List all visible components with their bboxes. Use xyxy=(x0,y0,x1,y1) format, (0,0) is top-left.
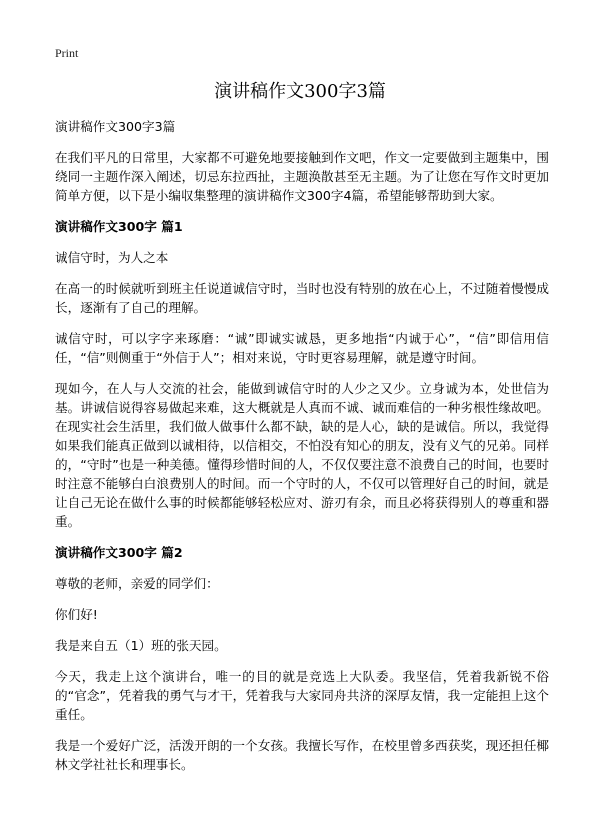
section-paragraph: 我是一个爱好广泛，活泼开朗的一个女孩。我擅长写作，在校里曾多西获奖，现还担任椰林文学社社长和理事长。 xyxy=(55,738,549,772)
document-title: 演讲稿作文300字3篇 xyxy=(214,81,386,102)
section-paragraph: 诚信守时，可以字字来琢磨：“诚”即诚实诚恳，更多地指“内诚于心”，“信”即信用信任，“信”则侧重于“外信于人”；相对来说，守时更容易理解，就是遵守时间。 xyxy=(55,331,549,365)
section-paragraph: 今天，我走上这个演讲台，唯一的目的就是竞选上大队委。我坚信，凭着我新锐不俗的“官念”，凭着我的勇气与才干，凭着我与大家同舟共济的深厚友情，我一定能担上这个重任。 xyxy=(55,669,549,722)
document-subtitle: 演讲稿作文300字3篇 xyxy=(55,119,176,134)
intro-paragraph: 在我们平凡的日常里，大家都不可避免地要接触到作文吧，作文一定要做到主题集中，围绕同一主题作深入阐述，切忌东拉西扯，主题涣散甚至无主题。为了让您在写作文时更加简单方便，以下是小编収集整理的演讲稿作文300字4篇，希望能够帮助到大家。 xyxy=(55,150,549,203)
section-heading: 演讲稿作文300字 篇1 xyxy=(55,219,183,234)
section-paragraph: 诚信守时，为人之本 xyxy=(55,250,169,265)
section-heading: 演讲稿作文300字 篇2 xyxy=(55,545,183,560)
section-paragraph: 你们好! xyxy=(55,607,98,622)
section-paragraph: 我是来自五（1）班的张天园。 xyxy=(55,638,227,653)
section-paragraph: 现如今，在人与人交流的社会，能做到诚信守时的人少之又少。立身诚为本，处世信为基。讲诚信说得容易做起来难，这大概就是人真而不诚、诚而难信的一种劣根性缘故吧。在现实社会生活里，我们做人做事什么都不缺，缺的是人心，缺的是诚信。所以，我觉得如果我们能真正做到以诚相待，以信相交，不怕没有知心的朋友，没有义气的兄弟。同样的，“守时”也是一种美德。懂得珍惜时间的人，不仅仅要注意不浪费自己的时间，也要时时注意不能够白白浪费别人的时间。而一个守时的人，不仅可以管理好自己的时间，就是让自己无论在做什么事的时候都能够轻松应对、游刃有余，而且必将获得别人的尊重和器重。 xyxy=(55,381,549,529)
section-paragraph: 在高一的时候就听到班主任说道诚信守时，当时也没有特别的放在心上，不过随着慢慢成长，逐渐有了自己的理解。 xyxy=(55,281,549,315)
document-body xyxy=(55,117,549,786)
print-link[interactable]: Print xyxy=(55,46,79,60)
section-paragraph: 尊敬的老师，亲爱的同学们： xyxy=(55,576,219,591)
